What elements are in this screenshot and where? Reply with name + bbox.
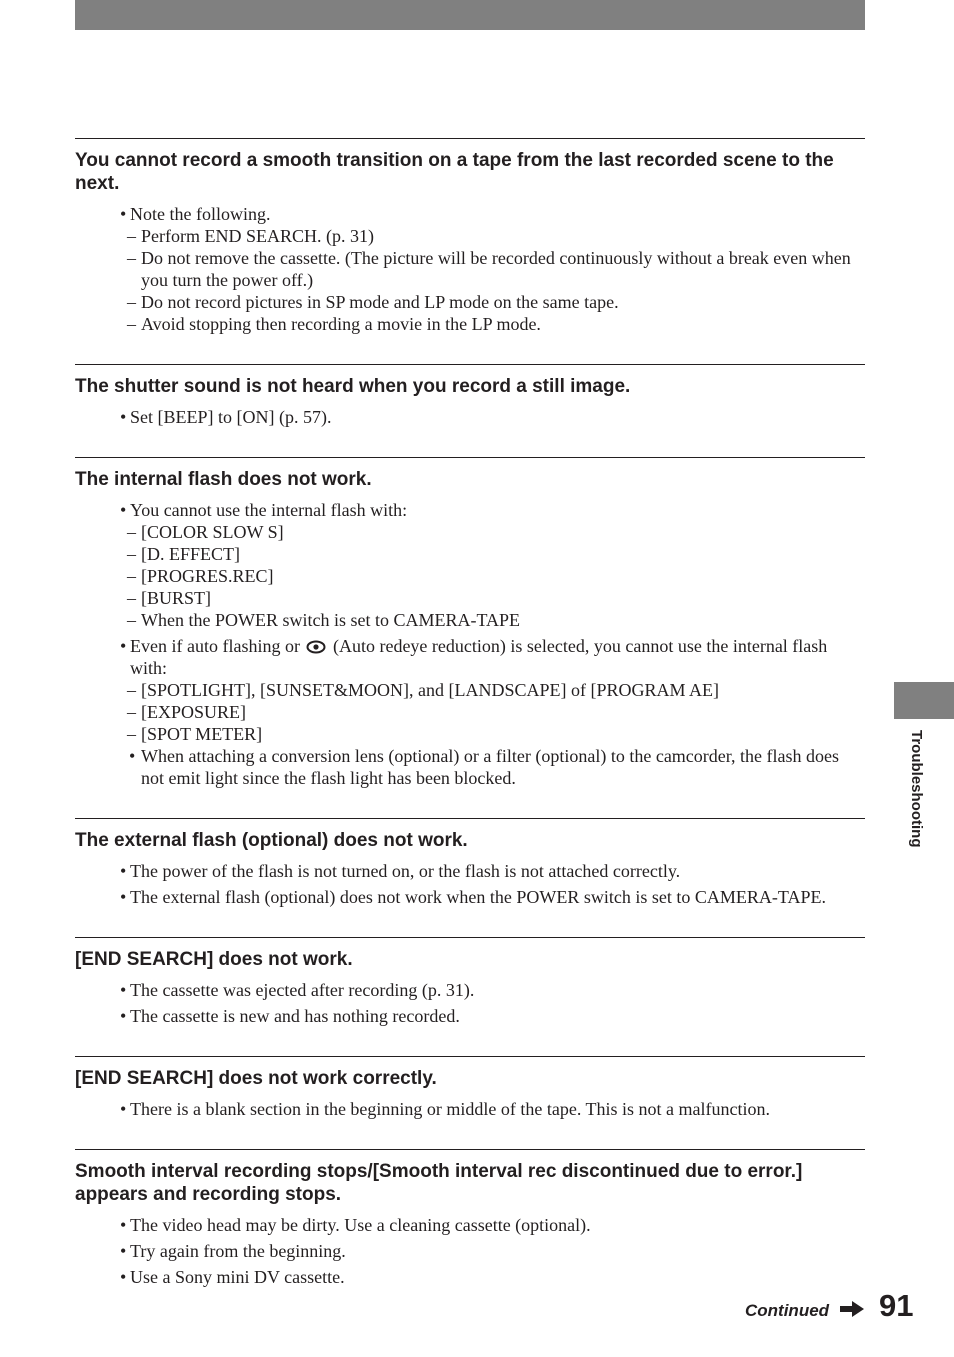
list-item: – [BURST] [127,587,862,609]
dash-list [127,679,862,789]
list-item: • When attaching a conversion lens (optional) or a filter (optional) to the camcorder, the flash does not emit light since the flash light has been blocked. [127,745,862,789]
section-end-search-correctly [75,1056,865,1149]
bullet-list [75,860,865,908]
section-smooth-interval [75,1149,865,1317]
list-item: – Perform END SEARCH. (p. 31) [127,225,862,247]
section-heading: [END SEARCH] does not work correctly. [75,1068,437,1089]
list-item [120,499,865,631]
section-heading: The shutter sound is not heard when you record a still image. [75,376,631,397]
section-tab-marker [894,682,954,719]
list-item: • The external flash (optional) does not work when the POWER switch is set to CAMERA-TAPE. [120,886,865,908]
list-item: – [D. EFFECT] [127,543,862,565]
section-internal-flash [75,457,865,818]
bullet-text: Even if auto flashing or [130,636,300,656]
section-heading: [END SEARCH] does not work. [75,949,353,970]
section-external-flash [75,818,865,937]
redeye-reduction-icon [306,640,326,654]
list-item: – Do not remove the cassette. (The picture will be recorded continuously without a break even when you turn the power off.) [127,247,862,291]
list-item: – [PROGRES.REC] [127,565,862,587]
list-item: – [SPOTLIGHT], [SUNSET&MOON], and [LANDSCAPE] of [PROGRAM AE] [127,679,862,701]
list-item: • Use a Sony mini DV cassette. [120,1266,865,1288]
section-heading: The internal flash does not work. [75,469,372,490]
list-item [120,203,865,335]
section-heading: The external flash (optional) does not work. [75,830,468,851]
section-end-search [75,937,865,1056]
bullet-list [75,979,865,1027]
dash-list [127,225,862,335]
list-item: – When the POWER switch is set to CAMERA-TAPE [127,609,862,631]
bullet-list [75,1098,865,1120]
header-bar [75,0,865,30]
list-item: • Try again from the beginning. [120,1240,865,1262]
list-item: – [COLOR SLOW S] [127,521,862,543]
list-item: – [SPOT METER] [127,723,862,745]
list-item: • The cassette was ejected after recording (p. 31). [120,979,865,1001]
list-item [120,635,865,789]
list-item: – Avoid stopping then recording a movie in the LP mode. [127,313,862,335]
list-item: – [EXPOSURE] [127,701,862,723]
bullet-text: You cannot use the internal flash with: [130,500,408,520]
bullet-text: (Auto redeye reduction) is selected, you cannot use the internal flash with: [130,636,828,678]
section-heading: Smooth interval recording stops/[Smooth interval rec discontinued due to error.] appears and recording stops. [75,1161,803,1205]
section-side-label: Troubleshooting [908,730,925,848]
bullet-list [75,406,865,428]
page-number: 91 [879,1288,914,1323]
section-smooth-transition [75,138,865,364]
bullet-list [75,1214,865,1288]
bullet-text: Note the following. [130,204,271,224]
section-heading: You cannot record a smooth transition on a tape from the last recorded scene to the next. [75,150,834,194]
bullet-list [75,499,865,789]
page-content [75,138,865,1317]
continued-label: Continued [745,1301,830,1320]
list-item: • The video head may be dirty. Use a cleaning cassette (optional). [120,1214,865,1236]
list-item: – Do not record pictures in SP mode and LP mode on the same tape. [127,291,862,313]
section-shutter-sound [75,364,865,457]
list-item: • There is a blank section in the beginning or middle of the tape. This is not a malfunction. [120,1098,865,1120]
dash-list [127,521,862,631]
bullet-list [75,203,865,335]
list-item: • Set [BEEP] to [ON] (p. 57). [120,406,865,428]
right-arrow-icon [840,1300,864,1318]
list-item: • The power of the flash is not turned on, or the flash is not attached correctly. [120,860,865,882]
list-item: • The cassette is new and has nothing recorded. [120,1005,865,1027]
